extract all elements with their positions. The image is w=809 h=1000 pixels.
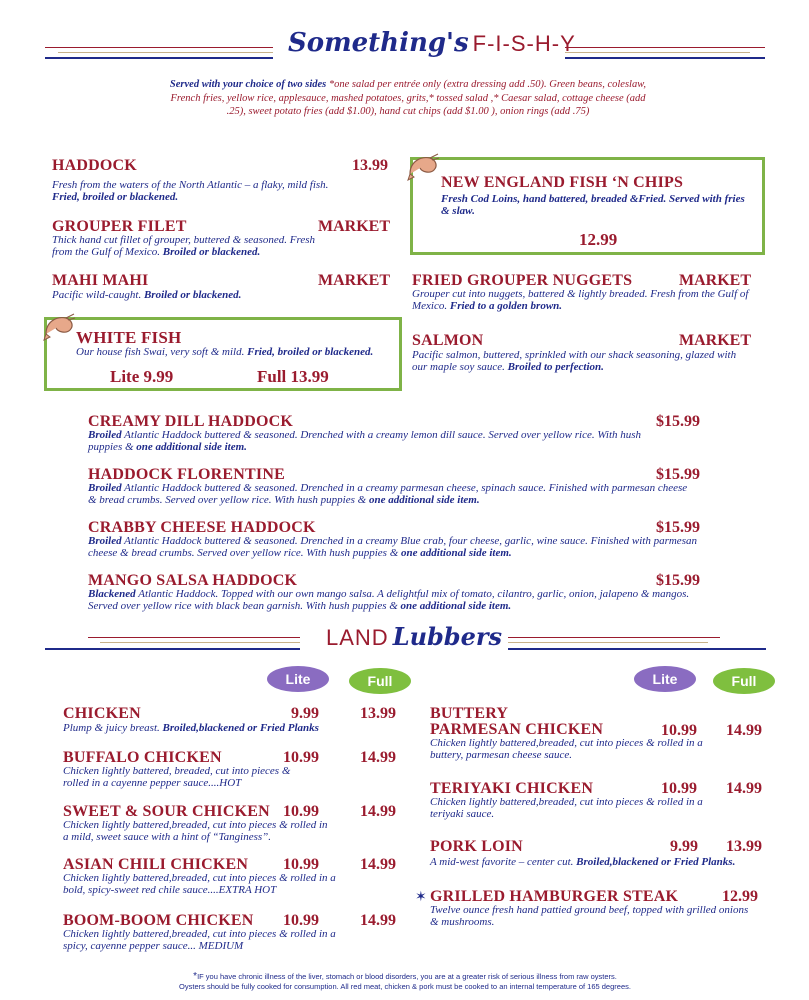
header-rule-left-tan [58, 52, 273, 53]
dish-buttery-full: 14.99 [726, 722, 762, 739]
dish-buttery-desc: Chicken lightly battered,breaded, cut into pieces & rolled in a buttery, parmesan cheese sauce. [430, 737, 703, 761]
dish-buttery-name [430, 706, 603, 738]
dish-fishchips-desc: Fresh Cod Loins, hand battered, breaded &Fried. Served with fries & slaw. [441, 193, 745, 217]
dish-whitefish-lite: Lite 9.99 [110, 367, 174, 386]
florentine-method: Broiled [88, 482, 122, 494]
dish-buttery-lite: 10.99 [661, 722, 697, 739]
dish-sweetsour-full: 14.99 [360, 803, 396, 820]
footnote-line2: Oysters should be fully cooked for consumption. All red meat, chicken & pork must be cooked to an internal temperature of 165 degrees. [179, 981, 631, 991]
dish-mahi-price: MARKET [318, 272, 390, 289]
dish-buffalo-lite: 10.99 [283, 749, 319, 766]
dish-chicken-desc [63, 722, 393, 734]
grouper-desc-bold: Broiled or blackened. [162, 246, 261, 258]
dish-haddock-desc [52, 179, 372, 203]
dish-asian-name: ASIAN CHILI CHICKEN [63, 856, 249, 873]
dish-grouper-name: GROUPER FILET [52, 218, 187, 235]
title-script: Something's [288, 28, 469, 58]
mahi-desc-text: Pacific wild-caught. [52, 289, 142, 301]
crabby-desc-text: Atlantic Haddock buttered & seasoned. Drenched in a creamy Blue crab, four cheese, garlic, wine sauce. Finished with parmesan cheese & bread crumbs. Served over yellow rice. With hush puppies & [88, 535, 697, 559]
dish-creamy-name: CREAMY DILL HADDOCK [88, 413, 293, 430]
dish-crabby-name: CRABBY CHEESE HADDOCK [88, 519, 316, 536]
section-title-land [326, 622, 502, 651]
creamy-method: Broiled [88, 429, 122, 441]
haddock-desc-bold: Fried, broiled or blackened. [52, 191, 179, 203]
dish-pork-name: PORK LOIN [430, 838, 523, 855]
nuggets-desc-bold: Fried to a golden brown. [449, 300, 563, 312]
dish-boom-full: 14.99 [360, 912, 396, 929]
dish-sweetsour-name: SWEET & SOUR CHICKEN [63, 803, 270, 820]
dish-mango-desc [88, 588, 718, 612]
dish-whitefish-full: Full 13.99 [257, 367, 329, 386]
dish-creamy-price: $15.99 [656, 413, 700, 430]
land-rule-left-tan [100, 642, 300, 643]
dish-sweetsour-lite: 10.99 [283, 803, 319, 820]
dish-chicken-lite: 9.99 [291, 705, 319, 722]
dish-creamy-desc [88, 429, 668, 453]
grouper-desc-text: Thick hand cut fillet of grouper, buttered & seasoned. Fresh from the Gulf of Mexico. [52, 234, 316, 258]
full-pill-left: Full [349, 668, 411, 694]
dish-salmon-desc [412, 349, 742, 373]
shrimp-icon [406, 152, 440, 182]
land-title-caps: LAND [326, 625, 389, 650]
header-rule-right-tan [565, 52, 750, 53]
dish-salmon-name: SALMON [412, 332, 484, 349]
dish-teriyaki-name: TERIYAKI CHICKEN [430, 780, 594, 797]
dish-florentine-price: $15.99 [656, 466, 700, 483]
salmon-desc-text: Pacific salmon, buttered, sprinkled with our shack seasoning, glazed with our maple soy sauce. [412, 349, 737, 373]
dish-mango-price: $15.99 [656, 572, 700, 589]
chicken-desc-bold: Broiled,blackened or Fried Planks [162, 722, 319, 734]
dish-mango-name: MANGO SALSA HADDOCK [88, 572, 298, 589]
land-rule-left-red [88, 637, 300, 638]
dish-chicken-full: 13.99 [360, 705, 396, 722]
nuggets-desc-text: Grouper cut into nuggets, battered & lightly breaded. Fresh from the Gulf of Mexico. [412, 288, 749, 312]
header-rule-left-red [45, 47, 273, 48]
land-title-script: Lubbers [392, 622, 502, 651]
dish-nuggets-name: FRIED GROUPER NUGGETS [412, 272, 633, 289]
dish-buffalo-name: BUFFALO CHICKEN [63, 749, 222, 766]
title-caps: F-I-S-H-Y [472, 31, 576, 56]
dish-boom-lite: 10.99 [283, 912, 319, 929]
florentine-desc-text: Atlantic Haddock buttered & seasoned. Drenched in a creamy parmesan cheese, spinach sauce. Finished with parmesan cheese & bread crumbs. Served over yellow rice. With hush puppies & [88, 482, 688, 506]
crabby-side: one additional side item. [401, 547, 512, 559]
dish-mahi-desc [52, 289, 352, 301]
buttery-name-line1: BUTTERY [430, 705, 509, 722]
dish-teriyaki-full: 14.99 [726, 780, 762, 797]
sides-list: *one salad per entrée only (extra dressing add .50). Green beans, coleslaw, French fries, yellow rice, applesauce, mashed potatoes, grits,* tossed salad ,* Caesar salad, cottage cheese (add .25), sweet potato fries (add $1.00), hand cut chips (add $1.00 ), onion rings (add .75) [170, 79, 647, 117]
dish-hamburger-desc: Twelve ounce fresh hand pattied ground beef, topped with grilled onions & mushrooms. [430, 904, 749, 928]
salmon-desc-bold: Broiled to perfection. [507, 361, 604, 373]
pork-desc-bold: Broiled,blackened or Fried Planks. [576, 856, 736, 868]
full-pill-right: Full [713, 668, 775, 694]
dish-nuggets-desc [412, 288, 757, 312]
sides-info [168, 78, 648, 119]
dish-pork-full: 13.99 [726, 838, 762, 855]
dish-asian-full: 14.99 [360, 856, 396, 873]
dish-grouper-price: MARKET [318, 218, 390, 235]
chicken-desc-text: Plump & juicy breast. [63, 722, 160, 734]
dish-boom-name: BOOM-BOOM CHICKEN [63, 912, 254, 929]
dish-teriyaki-lite: 10.99 [661, 780, 697, 797]
dish-fishchips-price: 12.99 [579, 230, 618, 249]
land-rule-left-blue [45, 648, 300, 650]
creamy-desc-text: Atlantic Haddock buttered & seasoned. Drenched with a creamy lemon dill sauce. Served over yellow rice. With hush puppies & [88, 429, 642, 453]
dish-grouper-desc [52, 234, 322, 258]
whitefish-desc-text: Our house fish Swai, very soft & mild. [76, 346, 245, 358]
footnote [150, 972, 660, 991]
buttery-name-line2: PARMESAN CHICKEN [430, 721, 604, 738]
header-rule-right-red [565, 47, 765, 48]
dish-crabby-desc [88, 535, 698, 559]
dish-pork-lite: 9.99 [670, 838, 698, 855]
mahi-desc-bold: Broiled or blackened. [143, 289, 242, 301]
header-rule-right-blue [565, 57, 765, 59]
lite-pill-left: Lite [267, 666, 329, 692]
whitefish-desc-bold: Fried, broiled or blackened. [247, 346, 374, 358]
shrimp-icon [42, 312, 76, 342]
florentine-side: one additional side item. [368, 494, 480, 506]
dish-sweetsour-desc: Chicken lightly battered,breaded, cut into pieces & rolled in a mild, sweet sauce with a hint of “Tanginess”. [63, 819, 328, 843]
dish-nuggets-price: MARKET [679, 272, 751, 289]
pork-desc-text: A mid-west favorite – center cut. [430, 856, 574, 868]
footnote-star: * [193, 971, 198, 982]
haddock-desc-text: Fresh from the waters of the North Atlantic – a flaky, mild fish. [52, 179, 329, 191]
section-title-fishy [288, 28, 576, 58]
dish-salmon-price: MARKET [679, 332, 751, 349]
star-icon: ✶ [415, 889, 427, 905]
dish-teriyaki-desc: Chicken lightly battered,breaded, cut into pieces & rolled in a teriyaki sauce. [430, 796, 703, 820]
footnote-line1: IF you have chronic illness of the liver, stomach or blood disorders, you are at a greater risk of serious illness from raw oysters. [197, 972, 617, 981]
dish-crabby-price: $15.99 [656, 519, 700, 536]
dish-hamburger-name: GRILLED HAMBURGER STEAK [430, 888, 679, 905]
crabby-method: Broiled [88, 535, 122, 547]
land-rule-right-red [508, 637, 720, 638]
dish-buffalo-full: 14.99 [360, 749, 396, 766]
dish-asian-lite: 10.99 [283, 856, 319, 873]
dish-asian-desc: Chicken lightly battered,breaded, cut into pieces & rolled in a bold, spicy-sweet red chile sauce....EXTRA HOT [63, 872, 336, 896]
lite-pill-right: Lite [634, 666, 696, 692]
dish-hamburger-price: 12.99 [722, 888, 758, 905]
header-rule-left-blue [45, 57, 273, 59]
dish-buffalo-desc: Chicken lightly battered, breaded, cut into pieces & rolled in a cayenne pepper sauce....HOT [63, 765, 291, 789]
mango-method: Blackened [88, 588, 136, 600]
dish-haddock-name: HADDOCK [52, 157, 137, 174]
dish-florentine-desc [88, 482, 698, 506]
dish-haddock-price: 13.99 [352, 157, 388, 174]
land-rule-right-blue [508, 648, 766, 650]
dish-chicken-name: CHICKEN [63, 705, 141, 722]
dish-whitefish-desc [76, 346, 396, 358]
dish-pork-desc [430, 856, 770, 868]
mango-side: one additional side item. [400, 600, 512, 612]
land-rule-right-tan [508, 642, 708, 643]
dish-mahi-name: MAHI MAHI [52, 272, 149, 289]
creamy-side: one additional side item. [136, 441, 247, 453]
dish-boom-desc: Chicken lightly battered,breaded, cut into pieces & rolled in a spicy, cayenne pepper sauce... MEDIUM [63, 928, 336, 952]
dish-whitefish-name: WHITE FISH [76, 328, 182, 347]
sides-intro: Served with your choice of two sides [169, 79, 327, 90]
dish-florentine-name: HADDOCK FLORENTINE [88, 466, 285, 483]
dish-fishchips-name: NEW ENGLAND FISH ‘N CHIPS [441, 174, 684, 191]
mango-desc-text: Atlantic Haddock. Topped with our own mango salsa. A delightful mix of tomato, cilantro, garlic, onion, jalapeno & mangos. Served over yellow rice with black bean garnish. With hush puppies & [88, 588, 690, 612]
